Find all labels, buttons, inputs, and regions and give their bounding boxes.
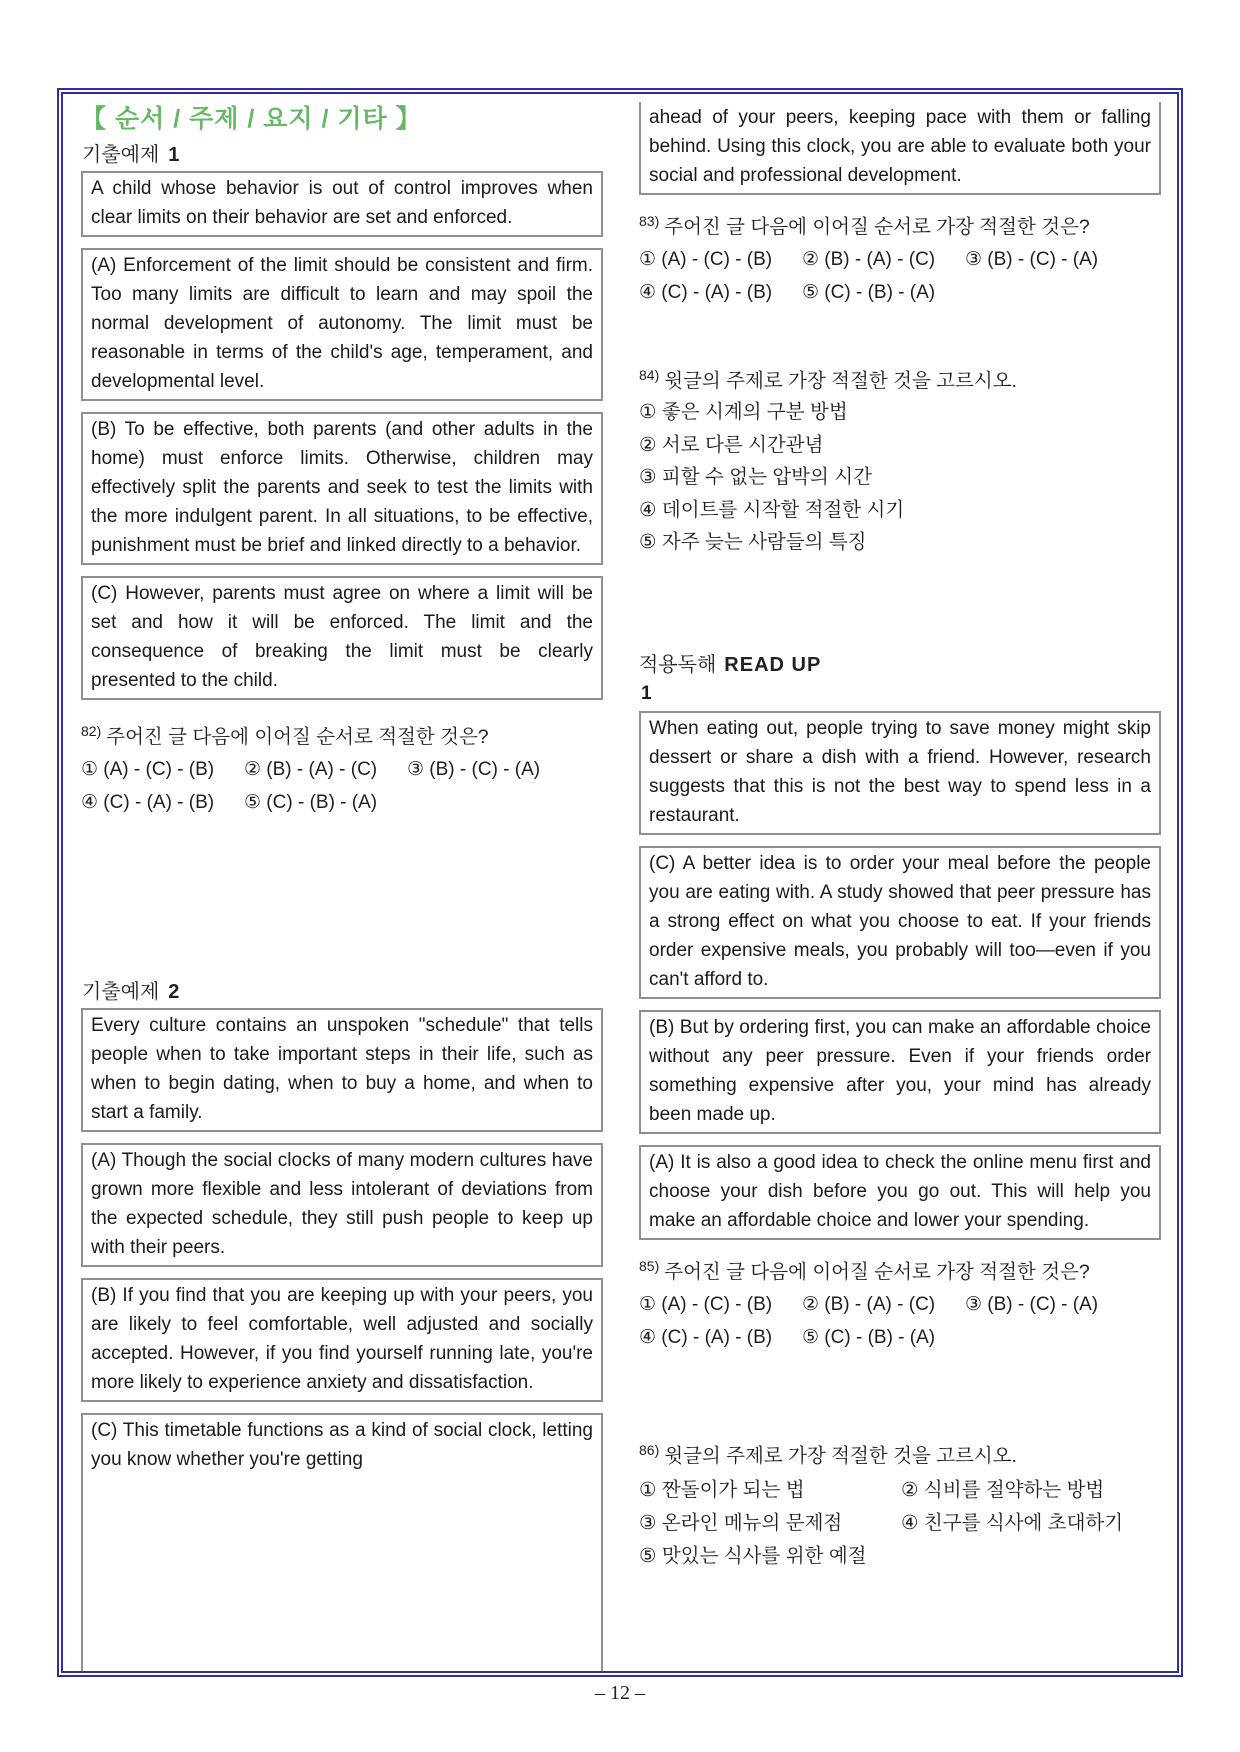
question-86 xyxy=(639,1435,1161,1573)
example1-label xyxy=(82,142,603,168)
question-number: 85) xyxy=(639,1257,660,1274)
readup-latin-label: READ UP xyxy=(724,653,822,676)
passage1-intro-box: A child whose behavior is out of control improves when clear limits on their behavior are set and enforced. xyxy=(81,171,603,237)
question-option: ② 서로 다른 시간관념 xyxy=(639,433,824,456)
question-83-options-row1 xyxy=(639,245,1161,275)
question-option: ⑤ (C) - (B) - (A) xyxy=(802,282,936,303)
readup-passage-number: 1 xyxy=(641,682,652,704)
question-number: 83) xyxy=(639,213,660,229)
passage2-paragraph-b-box: (B) If you find that you are keeping up with your peers, you are likely to feel comfortable, well adjusted and socially accepted. However, if you find yourself running late, you're more likely to experience anxiety and dissatisfaction. xyxy=(81,1278,603,1402)
passage1-paragraph-a-box: (A) Enforcement of the limit should be consistent and firm. Too many limits are difficult to learn and may spoil the normal development of autonomy. The limit must be reasonable in terms of the child's age, temperament, and developmental level. xyxy=(81,248,603,401)
page-number: – 12 – xyxy=(595,1682,645,1704)
question-option: ④ (C) - (A) - (B) xyxy=(639,282,773,303)
question-number: 82) xyxy=(81,723,102,739)
passage2-paragraph-a-box: (A) Though the social clocks of many modern cultures have grown more flexible and less intolerant of deviations from the expected schedule, they still push people to keep up with their peers. xyxy=(81,1143,603,1267)
question-number: 84) xyxy=(639,367,660,383)
example-label-text: 기출예제 xyxy=(82,144,160,166)
question-text: 주어진 글 다음에 이어질 순서로 가장 적절한 것은? xyxy=(664,216,1090,238)
question-option: ③ 피할 수 없는 압박의 시간 xyxy=(639,466,872,488)
passage2-intro-box: Every culture contains an unspoken "schedule" that tells people when to take important steps in their life, such as when to begin dating, when to buy a home, and when to start a family. xyxy=(81,1008,603,1132)
question-text: 주어진 글 다음에 이어질 순서로 적절한 것은? xyxy=(106,726,489,748)
question-85-options-row2 xyxy=(639,1323,1161,1353)
question-text: 주어진 글 다음에 이어질 순서로 가장 적절한 것은? xyxy=(664,1260,1090,1283)
passage1-paragraph-b-box: (B) To be effective, both parents (and other adults in the home) must enforce limits. Otherwise, children may effectively split the parents and seek to test the limits with the more indulgent parent. In all situations, to be effective, punishment must be brief and linked directly to a behavior. xyxy=(81,412,603,565)
question-85 xyxy=(639,1251,1161,1353)
readup-paragraph-a-box: (A) It is also a good idea to check the online menu first and choose your dish before you go out. This will help you make an affordable choice and lower your spending. xyxy=(639,1145,1161,1240)
question-84-options xyxy=(639,396,1161,559)
question-option: ② (B) - (A) - (C) xyxy=(802,249,936,270)
question-option: ⑤ 맛있는 식사를 위한 예절 xyxy=(639,1544,867,1567)
readup-paragraph-b-box: (B) But by ordering first, you can make an affordable choice without any peer pressure. Even if your friends order something expensive after you, your mind has already been made up. xyxy=(639,1010,1161,1134)
two-column-layout xyxy=(63,94,1177,1671)
example-label-number: 1 xyxy=(168,144,180,166)
right-column xyxy=(639,102,1161,1671)
question-option: ① (A) - (C) - (B) xyxy=(639,249,773,270)
readup-label: 적용독해 xyxy=(639,653,717,676)
readup-intro-box: When eating out, people trying to save money might skip dessert or share a dish with a friend. However, research suggests that this is not the best way to spend less in a restaurant. xyxy=(639,711,1161,835)
question-option: ④ (C) - (A) - (B) xyxy=(81,792,215,813)
section-title: 【 순서 / 주제 / 요지 / 기타 】 xyxy=(81,105,422,133)
readup-heading xyxy=(639,651,1161,679)
left-column xyxy=(81,102,603,1671)
question-option: ④ 데이트를 시작할 적절한 시기 xyxy=(639,498,905,521)
question-number: 86) xyxy=(639,1441,660,1458)
question-85-options-row1 xyxy=(639,1290,1161,1320)
question-option: ① 좋은 시계의 구분 방법 xyxy=(639,401,848,423)
question-option: ② 식비를 절약하는 방법 xyxy=(901,1478,1105,1501)
question-text: 윗글의 주제로 가장 적절한 것을 고르시오. xyxy=(664,370,1017,392)
passage2-paragraph-c-continuation-box: ahead of your peers, keeping pace with them or falling behind. Using this clock, you are able to evaluate both your social and professional development. xyxy=(639,102,1161,195)
question-option: ③ (B) - (C) - (A) xyxy=(407,759,541,780)
question-option: ② (B) - (A) - (C) xyxy=(802,1293,936,1315)
question-option: ④ (C) - (A) - (B) xyxy=(639,1326,773,1348)
question-option: ③ 온라인 메뉴의 문제점 xyxy=(639,1511,843,1534)
question-text: 윗글의 주제로 가장 적절한 것을 고르시오. xyxy=(664,1444,1017,1467)
question-82-options-row2 xyxy=(81,788,603,818)
question-86-options xyxy=(639,1474,1161,1573)
example-label-number: 2 xyxy=(168,981,180,1003)
question-option: ① 짠돌이가 되는 법 xyxy=(639,1478,805,1501)
question-option: ⑤ (C) - (B) - (A) xyxy=(244,792,378,813)
question-84 xyxy=(639,360,1161,559)
question-option: ③ (B) - (C) - (A) xyxy=(965,1293,1099,1315)
question-83-options-row2 xyxy=(639,278,1161,308)
question-82 xyxy=(81,716,603,818)
question-option: ① (A) - (C) - (B) xyxy=(639,1293,773,1315)
passage2-paragraph-c-box-partial: (C) This timetable functions as a kind of social clock, letting you know whether you're getting xyxy=(81,1413,603,1671)
question-option: ④ 친구를 식사에 초대하기 xyxy=(901,1511,1124,1534)
example2-label xyxy=(82,979,603,1005)
question-option: ③ (B) - (C) - (A) xyxy=(965,249,1099,270)
readup-paragraph-c-box: (C) A better idea is to order your meal before the people you are eating with. A study showed that peer pressure has a strong effect on what you choose to eat. If your friends order expensive meals, you probably will too—even if you can't afford to. xyxy=(639,846,1161,999)
passage1-paragraph-c-box: (C) However, parents must agree on where a limit will be set and how it will be enforced. The limit and the consequence of breaking the limit must be clearly presented to the child. xyxy=(81,576,603,700)
question-option: ⑤ (C) - (B) - (A) xyxy=(802,1326,936,1348)
question-82-options-row1 xyxy=(81,755,603,785)
question-83 xyxy=(639,206,1161,308)
question-option: ⑤ 자주 늦는 사람들의 특징 xyxy=(639,531,867,553)
example-label-text: 기출예제 xyxy=(82,981,160,1003)
question-option: ② (B) - (A) - (C) xyxy=(244,759,378,780)
page-frame xyxy=(57,88,1183,1677)
question-option: ① (A) - (C) - (B) xyxy=(81,759,215,780)
